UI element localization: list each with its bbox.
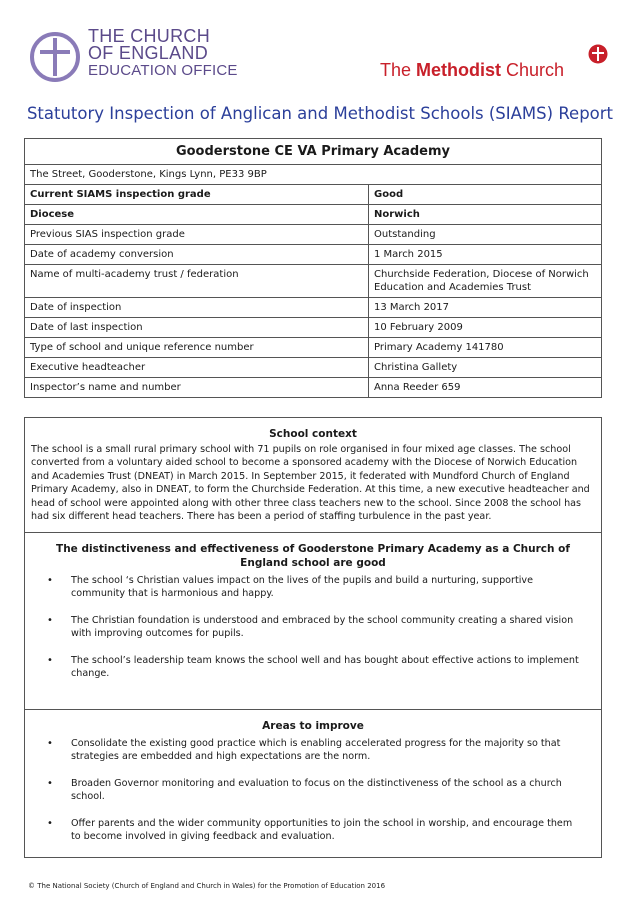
school-context-title: School context xyxy=(269,428,357,440)
distinctiveness-list xyxy=(25,570,601,680)
details-value: Christina Gallety xyxy=(369,358,602,378)
bullet-icon: • xyxy=(47,777,53,789)
details-row xyxy=(25,245,602,265)
details-label: Date of inspection xyxy=(25,298,369,318)
methodist-church-wordmark xyxy=(380,60,564,81)
areas-to-improve-section xyxy=(25,710,601,857)
details-rows xyxy=(25,185,602,398)
bullet-text: Broaden Governor monitoring and evaluation to focus on the distinctiveness of the school as a church school. xyxy=(71,777,562,803)
details-label: Date of last inspection xyxy=(25,318,369,338)
school-name: Gooderstone CE VA Primary Academy xyxy=(25,139,602,165)
details-value: Norwich xyxy=(369,205,602,225)
bullet-item xyxy=(45,737,583,764)
methodist-suffix: Church xyxy=(501,60,565,80)
school-details-table xyxy=(24,138,602,398)
distinctiveness-section xyxy=(25,533,601,710)
areas-to-improve-title: Areas to improve xyxy=(262,720,364,732)
details-row xyxy=(25,225,602,245)
bullet-text: Consolidate the existing good practice which is enabling accelerated progress for the majority so that strategies are embedded and high expectations are the norm. xyxy=(71,738,561,763)
details-label: Date of academy conversion xyxy=(25,245,369,265)
page-header xyxy=(0,0,640,100)
bullet-text: The school’s leadership team knows the school well and has bought about effective actions to implement change. xyxy=(71,654,579,680)
details-label: Diocese xyxy=(25,205,369,225)
bullet-text: Offer parents and the wider community opportunities to join the school in worship, and encourage them to become involved in giving feedback and evaluation. xyxy=(71,817,573,843)
bullet-icon: • xyxy=(47,575,53,586)
details-label: Previous SIAS inspection grade xyxy=(25,225,369,245)
bullet-item xyxy=(45,614,583,641)
details-label: Type of school and unique reference number xyxy=(25,338,369,358)
distinctiveness-title: The distinctiveness and effectiveness of Gooderstone Primary Academy as a Church of England school are good xyxy=(56,543,570,569)
details-label: Name of multi-academy trust / federation xyxy=(25,265,369,298)
details-value: Outstanding xyxy=(369,225,602,245)
school-address: The Street, Gooderstone, Kings Lynn, PE33 9BP xyxy=(25,165,602,185)
areas-to-improve-list xyxy=(25,733,601,843)
methodist-cross-icon xyxy=(588,44,608,64)
details-row xyxy=(25,265,602,298)
details-value: 13 March 2017 xyxy=(369,298,602,318)
bullet-item xyxy=(45,777,583,804)
details-value: Primary Academy 141780 xyxy=(369,338,602,358)
details-row xyxy=(25,378,602,398)
details-value: Anna Reeder 659 xyxy=(369,378,602,398)
bullet-icon: • xyxy=(47,817,53,829)
copyright-footer: © The National Society (Church of England and Church in Wales) for the Promotion of Education 2016 xyxy=(28,882,386,890)
details-value: Churchside Federation, Diocese of Norwich Education and Academies Trust xyxy=(369,265,602,298)
report-summary-box xyxy=(24,417,602,858)
report-title: Statutory Inspection of Anglican and Methodist Schools (SIAMS) Report xyxy=(26,104,614,123)
details-row xyxy=(25,205,602,225)
bullet-item xyxy=(45,574,583,601)
coe-line-2: OF ENGLAND xyxy=(88,43,209,63)
coe-line-1: THE CHURCH xyxy=(88,26,210,46)
details-row xyxy=(25,318,602,338)
church-of-england-wordmark xyxy=(88,28,238,79)
details-row xyxy=(25,358,602,378)
school-context-text: The school is a small rural primary school with 71 pupils on role organised in four mixed age classes. The school converted from a voluntary aided school to become a sponsored academy with the Diocese of Norwich Education and Academies Trust (DNEAT) in March 2015. In September 2015, it federated with Mundford Church of England Primary Academy, also in DNEAT, to form the Churchside Federation. At this time, a new executive headteacher and head of school were appointed along with other three class teachers new to the school. Since 2008 the school has had six different head teachers. There has been a period of staffing turbulence in the past year. xyxy=(31,444,590,523)
details-value: 10 February 2009 xyxy=(369,318,602,338)
bullet-icon: • xyxy=(47,614,53,626)
bullet-text: The Christian foundation is understood and embraced by the school community creating a shared vision with improving outcomes for pupils. xyxy=(71,614,574,640)
bullet-icon: • xyxy=(47,654,53,666)
methodist-bold: Methodist xyxy=(416,60,502,80)
coe-line-3: EDUCATION OFFICE xyxy=(88,62,238,79)
details-label: Executive headteacher xyxy=(25,358,369,378)
methodist-prefix: The xyxy=(380,60,417,80)
details-value: 1 March 2015 xyxy=(369,245,602,265)
details-value: Good xyxy=(369,185,602,205)
details-label: Inspector’s name and number xyxy=(25,378,369,398)
bullet-text: The school ‘s Christian values impact on the lives of the pupils and build a nurturing, supportive community that is harmonious and happy. xyxy=(71,575,533,600)
bullet-icon: • xyxy=(47,738,53,749)
bullet-item xyxy=(45,654,583,681)
details-row xyxy=(25,298,602,318)
school-context-section xyxy=(25,418,601,533)
details-row xyxy=(25,185,602,205)
bullet-item xyxy=(45,817,583,844)
details-label: Current SIAMS inspection grade xyxy=(25,185,369,205)
details-row xyxy=(25,338,602,358)
church-of-england-logo-icon xyxy=(28,30,82,84)
